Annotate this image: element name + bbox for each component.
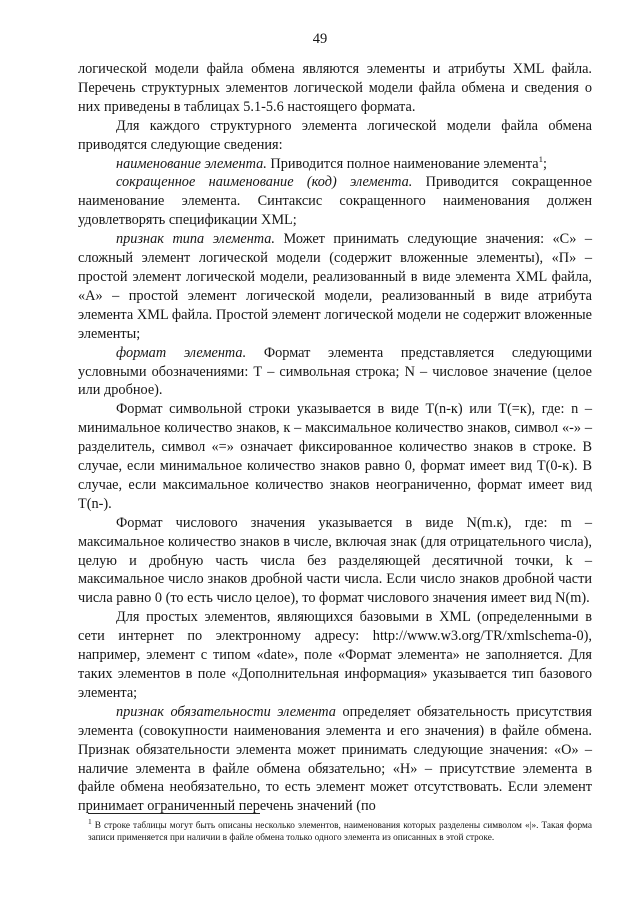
paragraph-element-format [78,344,592,401]
paragraph-text: определяет обязательность присутствия элемента (совокупности наименования элемента и его значения) в файле обмена. Признак обязательности элемента может принимать следующие значения: «О» – наличие элемента в файле обмена обязательно; «Н» – присутствие элемента в файле обмена необязательно, то есть элемент может отсутствовать. Если элемент принимает ограниченный перечень значений (по [78,703,592,815]
paragraph-intro [78,117,592,155]
footnote-text: В строке таблицы могут быть описаны несколько элементов, наименования которых разделены символом «|». Такая форма записи применяется при наличии в файле обмена только одного элемента из описанных в этой строке. [88,821,592,844]
paragraph-element-required [78,703,592,816]
term-italic: формат элемента. [116,344,247,361]
term-italic: сокращенное наименование (код) элемента. [116,174,413,191]
term-italic: признак обязательности элемента [116,703,336,720]
paragraph-element-code [78,173,592,230]
paragraph-text: логической модели файла обмена являются элементы и атрибуты XML файла. Перечень структурных элементов логической модели файла обмена и сведения о них приведены в таблицах 5.1-5.6 настоящего формата. [78,61,592,115]
body-text [78,60,592,816]
paragraph-element-type [78,230,592,343]
paragraph-string-format [78,400,592,513]
paragraph-number-format [78,514,592,609]
footnote-reference: 1 [538,153,543,164]
paragraph-text: Для простых элементов, являющихся базовыми в XML (определенными в сети интернет по электронному адресу: http://www.w3.org/TR/xmlschema-0), например, элемент с типом «date», поле «Формат элемента» не заполняется. Для таких элементов в поле «Дополнительная информация» указывается тип базового элемента; [78,609,592,701]
paragraph-text: Приводится сокращенное наименование элемента. Синтаксис сокращенного наименования должен удовлетворять спецификации XML; [78,174,592,229]
paragraph-text: Формат элемента представляется следующими условными обозначениями: Т – символьная строка; N – числовое значение (целое или дробное). [78,344,592,399]
page-number: 49 [312,31,328,47]
footnote-marker: 1 [88,816,92,826]
paragraph-continuation [78,60,592,117]
paragraph-text: Может принимать следующие значения: «С» – сложный элемент логической модели (содержит вложенные элементы), «П» – простой элемент логической модели, реализованный в виде элемента XML файла, «А» – простой элемент логической модели, реализованный в виде атрибута элемента XML файла. Простой элемент логической модели не содержит вложенные элементы; [78,231,592,342]
paragraph-base-elements [78,608,592,703]
paragraph-text: Для каждого структурного элемента логической модели файла обмена приводятся следующие сведения: [78,117,592,153]
paragraph-tail: ; [543,155,547,172]
term-italic: признак типа элемента. [116,231,276,248]
paragraph-text: Приводится полное наименование элемента [266,155,539,172]
footnote-divider [88,813,260,814]
footnote [88,816,592,844]
paragraph-text: Формат символьной строки указывается в виде Т(n-к) или Т(=к), где: n – минимальное количество знаков, к – максимальное количество знаков, символ «-» – разделитель, символ «=» означает фиксированное количество знаков в строке. В случае, если минимальное количество знаков равно 0, формат имеет вид Т(0-к). В случае, если максимальное количество знаков неограниченно, формат имеет вид Т(n-). [78,401,592,512]
term-italic: наименование элемента. [116,155,267,172]
paragraph-element-name [78,155,592,174]
paragraph-text: Формат числового значения указывается в виде N(m.к), где: m – максимальное количество знаков в числе, включая знак (для отрицательного числа), целую и дробную часть числа без разделяющей десятичной точки, k – максимальное число знаков дробной части числа. Если число знаков дробной части числа равно 0 (то есть число целое), то формат числового значения имеет вид N(m). [78,514,592,607]
